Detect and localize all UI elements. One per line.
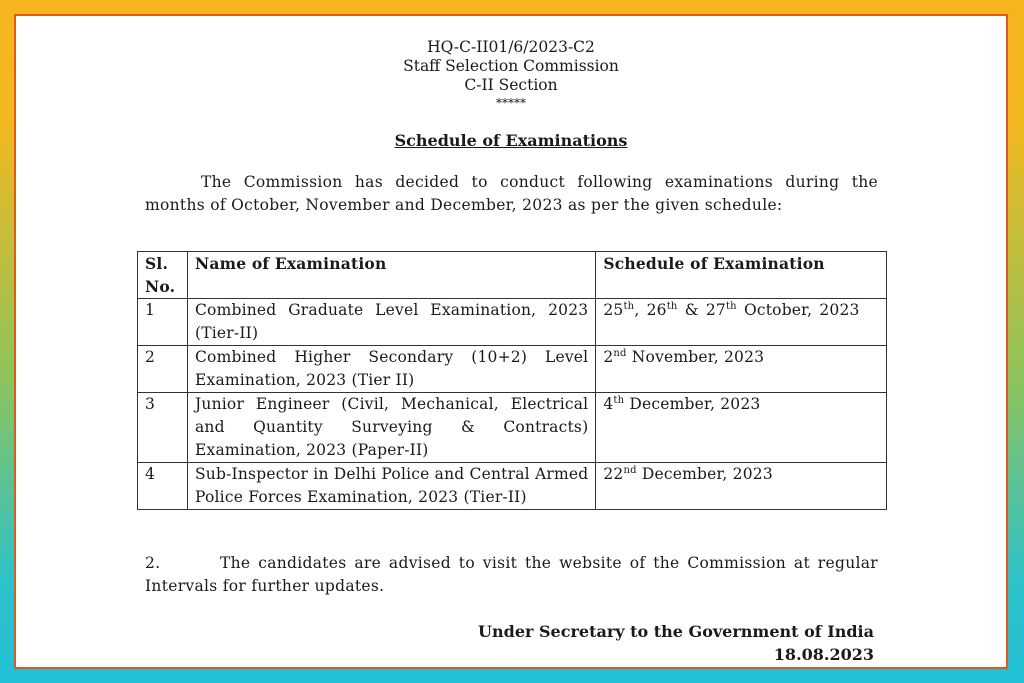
schedule-table	[137, 251, 887, 510]
row-exam-name: Combined Higher Secondary (10+2) Level Examination, 2023 (Tier II)	[187, 346, 595, 393]
header-sl-no: Sl. No.	[138, 252, 188, 299]
advisory-paragraph	[145, 552, 878, 598]
header-exam-name: Name of Examination	[187, 252, 595, 299]
row-sl-no: 2	[138, 346, 188, 393]
row-schedule: 22nd December, 2023	[596, 463, 887, 510]
header-schedule: Schedule of Examination	[596, 252, 887, 299]
row-schedule: 4th December, 2023	[596, 393, 887, 463]
intro-paragraph: The Commission has decided to conduct following examinations during the months of October, November and December, 2023 as per the given schedule:	[145, 173, 878, 214]
organization-name: Staff Selection Commission	[403, 57, 619, 75]
signature-date: 18.08.2023	[773, 645, 874, 664]
reference-number: HQ-C-II01/6/2023-C2	[427, 38, 595, 56]
row-schedule: 25th, 26th & 27th October, 2023	[596, 299, 887, 346]
section-name: C-II Section	[464, 76, 558, 94]
row-sl-no: 4	[138, 463, 188, 510]
table-row	[138, 346, 887, 393]
table-row	[138, 393, 887, 463]
notice-document	[14, 14, 1008, 669]
row-sl-no: 3	[138, 393, 188, 463]
signature-block	[478, 620, 874, 666]
row-schedule: 2nd November, 2023	[596, 346, 887, 393]
row-exam-name: Combined Graduate Level Examination, 2023 (Tier-II)	[187, 299, 595, 346]
row-exam-name: Sub-Inspector in Delhi Police and Central Armed Police Forces Examination, 2023 (Tier-II)	[187, 463, 595, 510]
table-header-row	[138, 252, 887, 299]
row-sl-no: 1	[138, 299, 188, 346]
document-title: Schedule of Examinations	[394, 131, 628, 150]
separator-stars: *****	[496, 96, 526, 110]
table-row	[138, 463, 887, 510]
advisory-text: The candidates are advised to visit the website of the Commission at regular Intervals for further updates.	[145, 554, 878, 595]
row-exam-name: Junior Engineer (Civil, Mechanical, Electrical and Quantity Surveying & Contracts) Examination, 2023 (Paper-II)	[187, 393, 595, 463]
paragraph-number: 2.	[145, 554, 161, 572]
table-row	[138, 299, 887, 346]
signatory-designation: Under Secretary to the Government of India	[478, 622, 874, 641]
